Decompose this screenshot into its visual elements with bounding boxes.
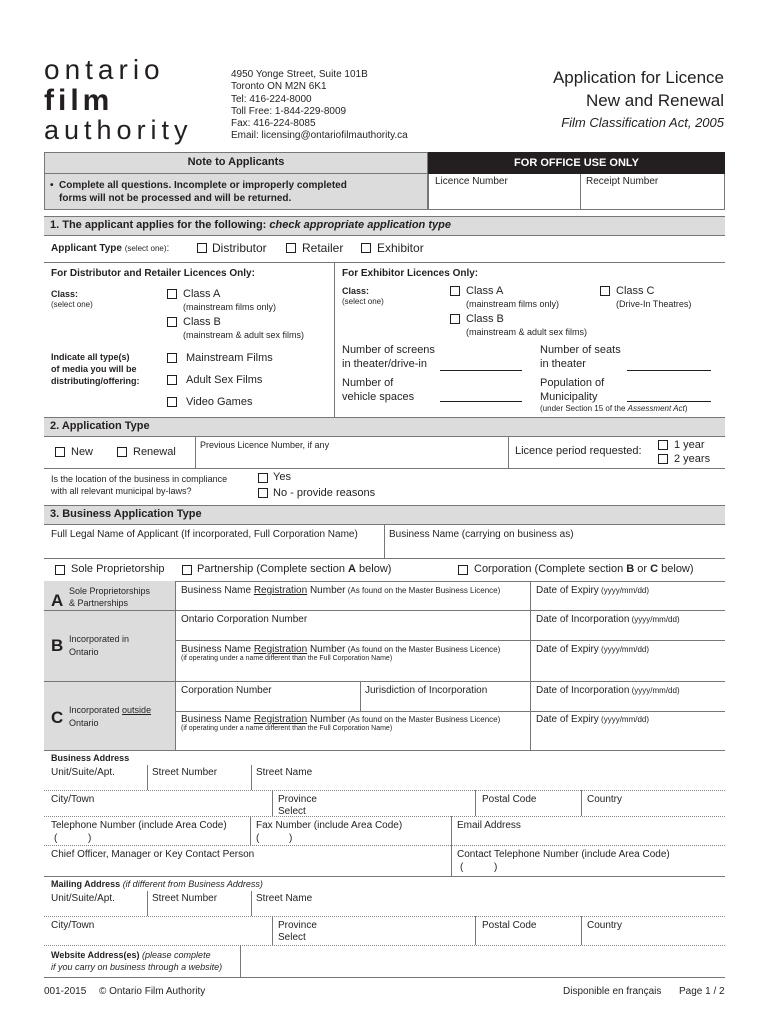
applicant-type-label — [51, 243, 169, 255]
assessment-act: Assessment Act — [627, 404, 685, 413]
b-bn-post: Number — [307, 644, 346, 655]
exh-class-c-checkbox[interactable] — [600, 286, 610, 296]
c-bn-post: Number — [307, 714, 346, 725]
page-title-sub: New and Renewal — [586, 91, 724, 110]
section-2-heading: 2. Application Type — [50, 420, 150, 432]
a-bn-reg: Registration — [253, 585, 308, 596]
b-bn-master: (As found on the Master Business Licence) — [345, 645, 501, 654]
ba-contact-paren-open: ( — [460, 862, 464, 873]
ba-province-label: Province — [278, 794, 317, 805]
population-label-1: Population of — [540, 377, 605, 389]
ma-street-name-label: Street Name — [256, 893, 313, 904]
population-label-2: Municipality — [540, 391, 598, 403]
ba-country-label: Country — [587, 794, 623, 805]
partnership-label — [197, 563, 391, 576]
page-title: Application for Licence — [552, 68, 724, 87]
exh-class-a-label: Class A — [466, 285, 504, 297]
ma-province-label: Province — [278, 920, 317, 931]
exh-class-label: Class: — [342, 286, 370, 296]
compliance-no-label: No - provide reasons — [273, 487, 376, 499]
receipt-number-label: Receipt Number — [586, 176, 659, 187]
jurisdiction-label: Jurisdiction of Incorporation — [365, 685, 488, 696]
mailing-address-heading — [51, 879, 263, 889]
ba-chief-label: Chief Officer, Manager or Key Contact Person — [51, 849, 255, 860]
ma-country-label: Country — [587, 920, 623, 931]
c-date-expiry-text: Date of Expiry — [536, 714, 599, 725]
distributor-label: Distributor — [212, 241, 267, 255]
assessment-note — [540, 404, 687, 413]
c-bn-reg: Registration — [253, 714, 308, 725]
exhibitor-label: Exhibitor — [377, 241, 424, 255]
partnership-note-pre: (Complete section — [256, 563, 349, 575]
c-bn-if-different: (if operating under a name different than the Full Corporation Name) — [181, 725, 393, 732]
ma-city-label: City/Town — [51, 920, 95, 931]
one-year-checkbox[interactable] — [658, 440, 668, 450]
section-c-letter: C — [51, 708, 64, 727]
c-label-pre: Incorporated — [69, 705, 123, 715]
mainstream-films-label: Mainstream Films — [186, 352, 273, 364]
new-label: New — [71, 446, 94, 458]
adult-sex-films-label: Adult Sex Films — [186, 374, 263, 386]
adult-sex-films-checkbox[interactable] — [167, 375, 177, 385]
corporation-note-pre: (Complete section — [534, 563, 627, 575]
partnership-note-a: A — [348, 563, 356, 575]
note-heading: Note to Applicants — [187, 156, 285, 168]
exhibitor-checkbox[interactable] — [361, 243, 371, 253]
section-1-heading-text: 1. The applicant applies for the following: — [50, 219, 270, 231]
corporation-text: Corporation — [474, 563, 532, 575]
ma-postal-code-label: Postal Code — [482, 920, 537, 931]
exh-class-c-label: Class C — [616, 285, 655, 297]
ba-fax-label: Fax Number (include Area Code) — [256, 820, 403, 831]
a-bn-master: (As found on the Master Business Licence) — [345, 586, 501, 595]
applicant-type-colon: : — [166, 243, 170, 254]
ba-contact-phone-label: Contact Telephone Number (include Area Code) — [457, 849, 670, 860]
logo-line-1: ontario — [44, 54, 165, 85]
corporation-note-c: C — [650, 563, 659, 575]
section-b-letter: B — [51, 636, 64, 655]
a-bn-post: Number — [307, 585, 346, 596]
seats-input[interactable] — [627, 370, 711, 371]
c-date-expiry-label — [536, 714, 649, 726]
c-bn-pre: Business Name — [181, 714, 254, 725]
exh-class-c-desc: (Drive-In Theatres) — [616, 299, 692, 309]
c-date-incorp-text: Date of Incorporation — [536, 685, 630, 696]
ma-province-select[interactable]: Select — [278, 932, 306, 943]
footer-page-number: Page 1 / 2 — [679, 986, 725, 997]
c-date-expiry-fmt: (yyyy/mm/dd) — [598, 715, 650, 724]
ba-province-select[interactable]: Select — [278, 806, 306, 817]
a-date-expiry-text: Date of Expiry — [536, 585, 599, 596]
address-tollfree: Toll Free: 1-844-229-8009 — [231, 106, 347, 117]
section-a-label-2: & Partnerships — [69, 598, 129, 608]
ba-unit-label: Unit/Suite/Apt. — [51, 767, 115, 778]
corporation-note-b: B — [626, 563, 635, 575]
ba-city-label: City/Town — [51, 794, 95, 805]
logo-line-2: film — [44, 84, 114, 117]
c-date-incorp-label — [536, 685, 680, 697]
media-label-2: of media you will be — [51, 364, 137, 374]
dist-class-b-checkbox[interactable] — [167, 317, 177, 327]
period-requested-label: Licence period requested: — [515, 445, 642, 457]
compliance-label-2: with all relevant municipal by-laws? — [51, 486, 192, 496]
dist-class-b-label: Class B — [183, 316, 221, 328]
one-year-label: 1 year — [674, 439, 705, 451]
a-business-reg-label — [181, 585, 500, 597]
renewal-label: Renewal — [133, 446, 176, 458]
ba-street-name-label: Street Name — [256, 767, 313, 778]
new-checkbox[interactable] — [55, 447, 65, 457]
applicant-type-text: Applicant Type — [51, 243, 122, 254]
b-date-expiry-label — [536, 644, 649, 656]
retailer-label: Retailer — [302, 241, 344, 255]
dist-class-a-label: Class A — [183, 288, 221, 300]
c-label-outside: outside — [122, 705, 152, 715]
assessment-prefix: (under Section 15 of the — [540, 404, 628, 413]
exh-class-b-checkbox[interactable] — [450, 314, 460, 324]
section-1-heading — [50, 219, 451, 232]
compliance-yes-checkbox[interactable] — [258, 473, 268, 483]
ba-street-number-label: Street Number — [152, 767, 218, 778]
section-a-label-1: Sole Proprietorships — [69, 586, 151, 596]
ba-telephone-paren-open: ( — [54, 833, 58, 844]
exh-class-b-desc: (mainstream & adult sex films) — [466, 327, 588, 337]
note-line-2: forms will not be processed and will be returned. — [59, 193, 292, 204]
ontario-corp-label: Ontario Corporation Number — [181, 614, 308, 625]
b-bn-reg: Registration — [253, 644, 308, 655]
screens-label-2: in theater/drive-in — [342, 358, 427, 370]
a-bn-pre: Business Name — [181, 585, 254, 596]
c-business-reg-label — [181, 714, 500, 726]
ma-street-number-label: Street Number — [152, 893, 218, 904]
a-date-expiry-fmt: (yyyy/mm/dd) — [598, 586, 650, 595]
applicant-type-hint: (select one) — [124, 244, 167, 253]
population-input[interactable] — [627, 401, 711, 402]
compliance-yes-label: Yes — [273, 471, 291, 483]
logo-line-3: authority — [44, 115, 193, 145]
video-games-label: Video Games — [186, 396, 253, 408]
website-heading-text: Website Address(es) — [51, 950, 140, 960]
two-years-checkbox[interactable] — [658, 454, 668, 464]
exh-class-a-desc: (mainstream films only) — [466, 299, 560, 309]
dist-class-a-desc: (mainstream films only) — [183, 302, 277, 312]
dist-class-hint: (select one) — [51, 300, 93, 309]
b-date-expiry-fmt: (yyyy/mm/dd) — [598, 645, 650, 654]
mailing-address-heading-text: Mailing Address — [51, 879, 121, 889]
vehicle-label-1: Number of — [342, 377, 394, 389]
exh-class-a-checkbox[interactable] — [450, 286, 460, 296]
vehicle-label-2: vehicle spaces — [342, 391, 415, 403]
footer-copyright: © Ontario Film Authority — [99, 986, 206, 997]
note-bullet: • — [50, 180, 54, 191]
address-city: Toronto ON M2N 6K1 — [231, 81, 327, 92]
business-address-heading: Business Address — [51, 753, 130, 763]
note-line-1: Complete all questions. Incomplete or improperly completed — [59, 180, 347, 191]
seats-label-1: Number of seats — [540, 344, 621, 356]
section-c-label-1 — [69, 705, 151, 715]
website-note-2: if you carry on business through a website) — [51, 962, 223, 972]
corporation-checkbox[interactable] — [458, 565, 468, 575]
act-name: Film Classification Act, 2005 — [561, 115, 724, 130]
section-1-heading-italic: check appropriate application type — [269, 219, 451, 231]
address-tel: Tel: 416-224-8000 — [231, 94, 312, 105]
full-legal-name-label: Full Legal Name of Applicant (If incorporated, Full Corporation Name) — [51, 529, 358, 540]
mailing-address-heading-note: (if different from Business Address) — [120, 879, 263, 889]
dist-class-a-checkbox[interactable] — [167, 289, 177, 299]
section-a-letter: A — [51, 591, 64, 610]
c-date-incorp-fmt: (yyyy/mm/dd) — [629, 686, 680, 695]
footer-form-code: 001-2015 — [44, 986, 87, 997]
ba-email-label: Email Address — [457, 820, 521, 831]
ma-unit-label: Unit/Suite/Apt. — [51, 893, 115, 904]
sole-prop-label: Sole Proprietorship — [71, 563, 165, 575]
c-bn-master: (As found on the Master Business Licence) — [345, 715, 501, 724]
partnership-note-post: below) — [356, 563, 392, 575]
ba-postal-code-label: Postal Code — [482, 794, 537, 805]
section-c-label-2: Ontario — [69, 718, 99, 728]
partnership-text: Partnership — [197, 563, 254, 575]
address-street: 4950 Yonge Street, Suite 101B — [231, 69, 368, 80]
ba-fax-paren-open: ( — [256, 833, 260, 844]
distributor-retailer-heading: For Distributor and Retailer Licences Only: — [51, 268, 255, 279]
mainstream-films-checkbox[interactable] — [167, 353, 177, 363]
footer-french: Disponible en français — [563, 986, 662, 997]
corporation-note-post: below) — [658, 563, 694, 575]
business-name-label: Business Name (carrying on business as) — [389, 529, 574, 540]
address-fax: Fax: 416-224-8085 — [231, 118, 316, 129]
compliance-no-checkbox[interactable] — [258, 488, 268, 498]
screens-label-1: Number of screens — [342, 344, 435, 356]
two-years-label: 2 years — [674, 453, 711, 465]
dist-class-b-desc: (mainstream & adult sex films) — [183, 330, 305, 340]
exhibitor-heading: For Exhibitor Licences Only: — [342, 268, 479, 279]
b-date-incorp-fmt: (yyyy/mm/dd) — [629, 615, 680, 624]
b-date-incorp-label — [536, 614, 680, 626]
assessment-suffix: ) — [684, 404, 688, 413]
previous-licence-label: Previous Licence Number, if any — [200, 440, 330, 450]
media-label-1: Indicate all type(s) — [51, 352, 130, 362]
b-bn-pre: Business Name — [181, 644, 254, 655]
retailer-checkbox[interactable] — [286, 243, 296, 253]
b-date-expiry-text: Date of Expiry — [536, 644, 599, 655]
corporation-label — [474, 563, 694, 576]
partnership-checkbox[interactable] — [182, 565, 192, 575]
b-date-incorp-text: Date of Incorporation — [536, 614, 630, 625]
section-b-label-2: Ontario — [69, 647, 99, 657]
website-heading — [51, 950, 211, 960]
corporation-note-or: or — [634, 563, 651, 575]
exh-class-hint: (select one) — [342, 297, 384, 306]
distributor-checkbox[interactable] — [197, 243, 207, 253]
page-title-block — [553, 66, 724, 134]
sole-prop-checkbox[interactable] — [55, 565, 65, 575]
office-heading: FOR OFFICE USE ONLY — [514, 157, 639, 169]
section-b-label-1: Incorporated in — [69, 634, 130, 644]
website-note-1: (please complete — [139, 950, 211, 960]
ba-telephone-label: Telephone Number (include Area Code) — [51, 820, 227, 831]
b-bn-if-different: (if operating under a name different than the Full Corporation Name) — [181, 655, 393, 662]
a-date-expiry-label — [536, 585, 649, 597]
seats-label-2: in theater — [540, 358, 586, 370]
renewal-checkbox[interactable] — [117, 447, 127, 457]
video-games-checkbox[interactable] — [167, 397, 177, 407]
screens-input[interactable] — [440, 370, 522, 371]
corp-number-label: Corporation Number — [181, 685, 272, 696]
compliance-label-1: Is the location of the business in compliance — [51, 474, 228, 484]
ba-contact-paren-close: ) — [494, 862, 498, 873]
address-email: Email: licensing@ontariofilmauthority.ca — [231, 130, 408, 141]
ba-fax-paren-close: ) — [289, 833, 293, 844]
exh-class-b-label: Class B — [466, 313, 504, 325]
media-label-3: distributing/offering: — [51, 376, 140, 386]
vehicle-input[interactable] — [440, 401, 522, 402]
licence-number-label: Licence Number — [435, 176, 508, 187]
ba-telephone-paren-close: ) — [88, 833, 92, 844]
b-business-reg-label — [181, 644, 500, 656]
section-3-heading: 3. Business Application Type — [50, 508, 202, 520]
dist-class-label: Class: — [51, 289, 79, 299]
